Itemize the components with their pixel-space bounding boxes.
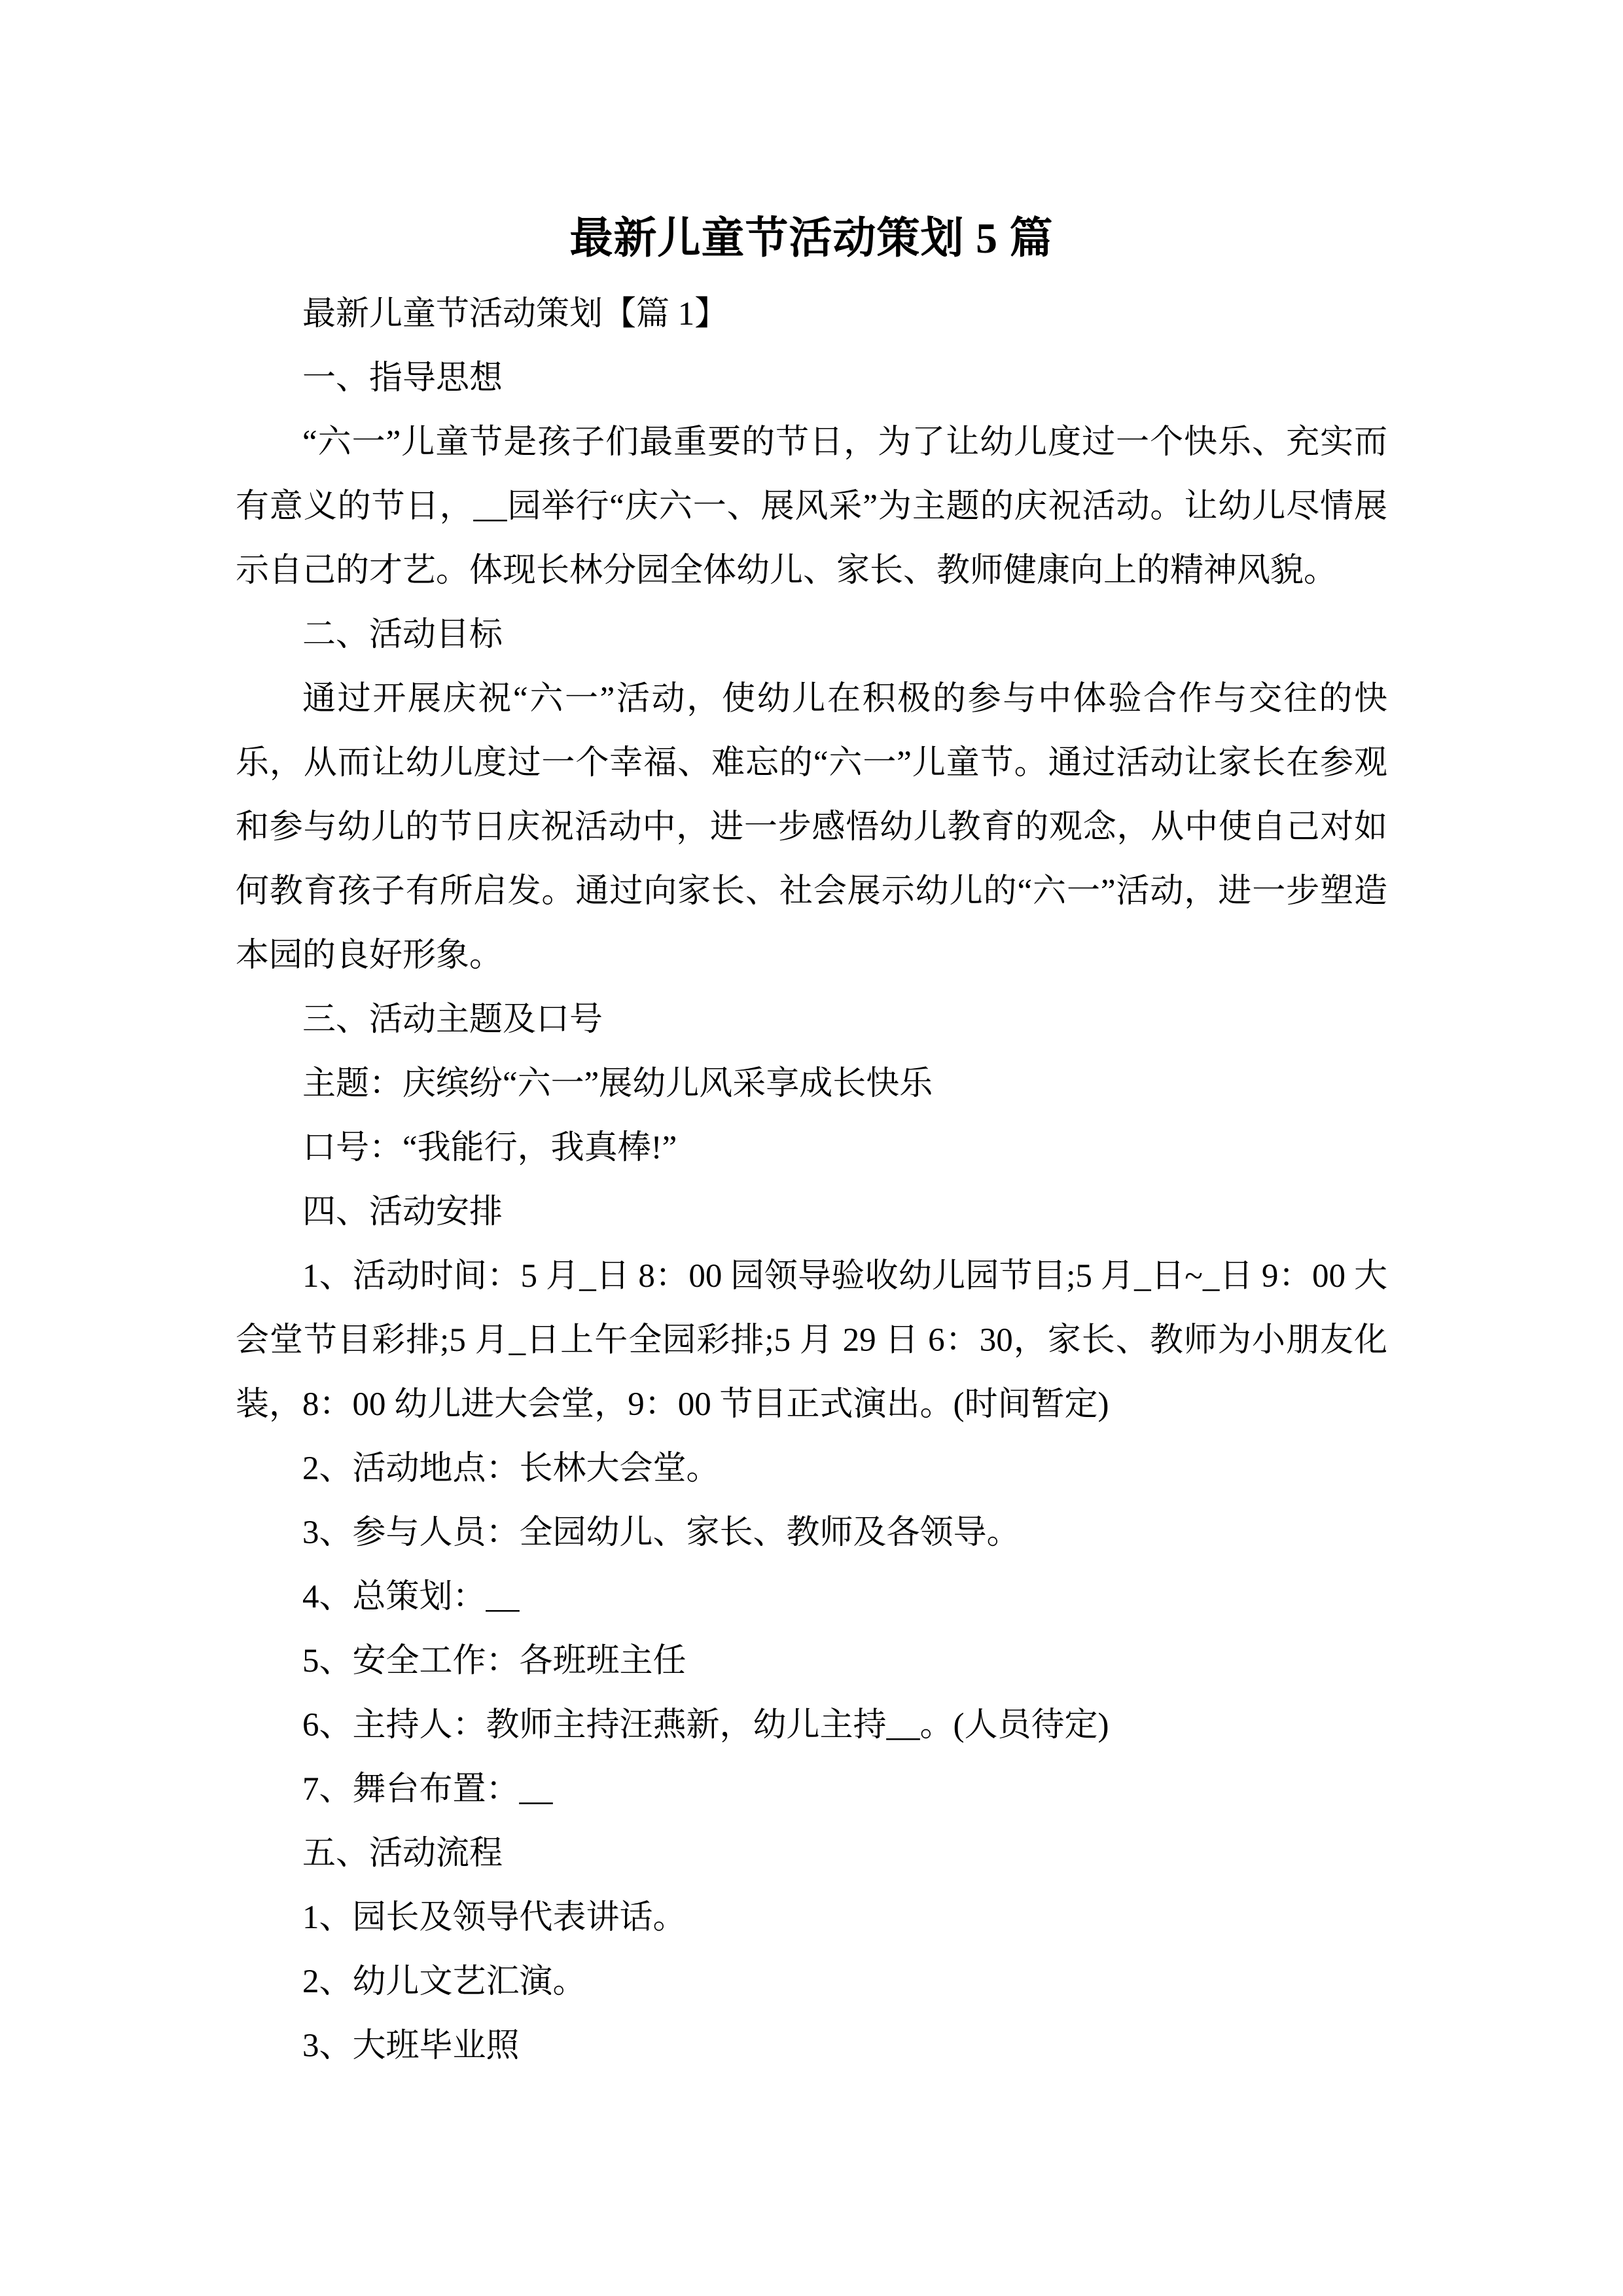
paragraph: 4、总策划：__ <box>302 1579 520 1616</box>
paragraph: 一、指导思想 <box>302 360 503 397</box>
paragraph: 三、活动主题及口号 <box>302 1001 603 1039</box>
paragraph: 二、活动目标 <box>302 617 503 654</box>
paragraph: 2、幼儿文艺汇演。 <box>302 1964 586 2001</box>
paragraph: 四、活动安排 <box>302 1194 503 1231</box>
paragraph: 最新儿童节活动策划【篇 1】 <box>302 296 728 333</box>
document-title: 最新儿童节活动策划 5 篇 <box>569 215 1054 262</box>
document-content <box>236 213 1387 2078</box>
paragraph: “六一”儿童节是孩子们最重要的节日，为了让幼儿度过一个快乐、充实而有意义的节日，__园举行“庆六一、展风采”为主题的庆祝活动。让幼儿尽情展示自己的才艺。体现长林分园全体幼儿、家长、教师健康向上的精神风貌。 <box>236 424 1387 590</box>
paragraph: 口号：“我能行，我真棒!” <box>302 1130 677 1167</box>
paragraph: 6、主持人：教师主持汪燕新，幼儿主持__。(人员待定) <box>302 1707 1109 1744</box>
paragraph-list <box>236 282 1387 2078</box>
paragraph: 3、参与人员：全园幼儿、家长、教师及各领导。 <box>302 1515 1020 1552</box>
paragraph: 3、大班毕业照 <box>302 2028 520 2065</box>
paragraph: 主题：庆缤纷“六一”展幼儿风采享成长快乐 <box>302 1066 933 1103</box>
paragraph: 7、舞台布置：__ <box>302 1771 553 1808</box>
paragraph: 1、园长及领导代表讲话。 <box>302 1899 687 1937</box>
paragraph: 1、活动时间：5 月_日 8：00 园领导验收幼儿园节目;5 月_日~_日 9：00 大会堂节目彩排;5 月_日上午全园彩排;5 月 29 日 6：30，家长、教师为小朋友化装，8：00 幼儿进大会堂，9：00 节目正式演出。(时间暂定) <box>236 1258 1387 1424</box>
paragraph: 5、安全工作：各班班主任 <box>302 1643 687 1680</box>
paragraph: 五、活动流程 <box>302 1835 503 1873</box>
paragraph: 2、活动地点：长林大会堂。 <box>302 1450 720 1488</box>
paragraph: 通过开展庆祝“六一”活动，使幼儿在积极的参与中体验合作与交往的快乐，从而让幼儿度过一个幸福、难忘的“六一”儿童节。通过活动让家长在参观和参与幼儿的节日庆祝活动中，进一步感悟幼儿教育的观念，从中使自己对如何教育孩子有所启发。通过向家长、社会展示幼儿的“六一”活动，进一步塑造本园的良好形象。 <box>236 681 1387 975</box>
